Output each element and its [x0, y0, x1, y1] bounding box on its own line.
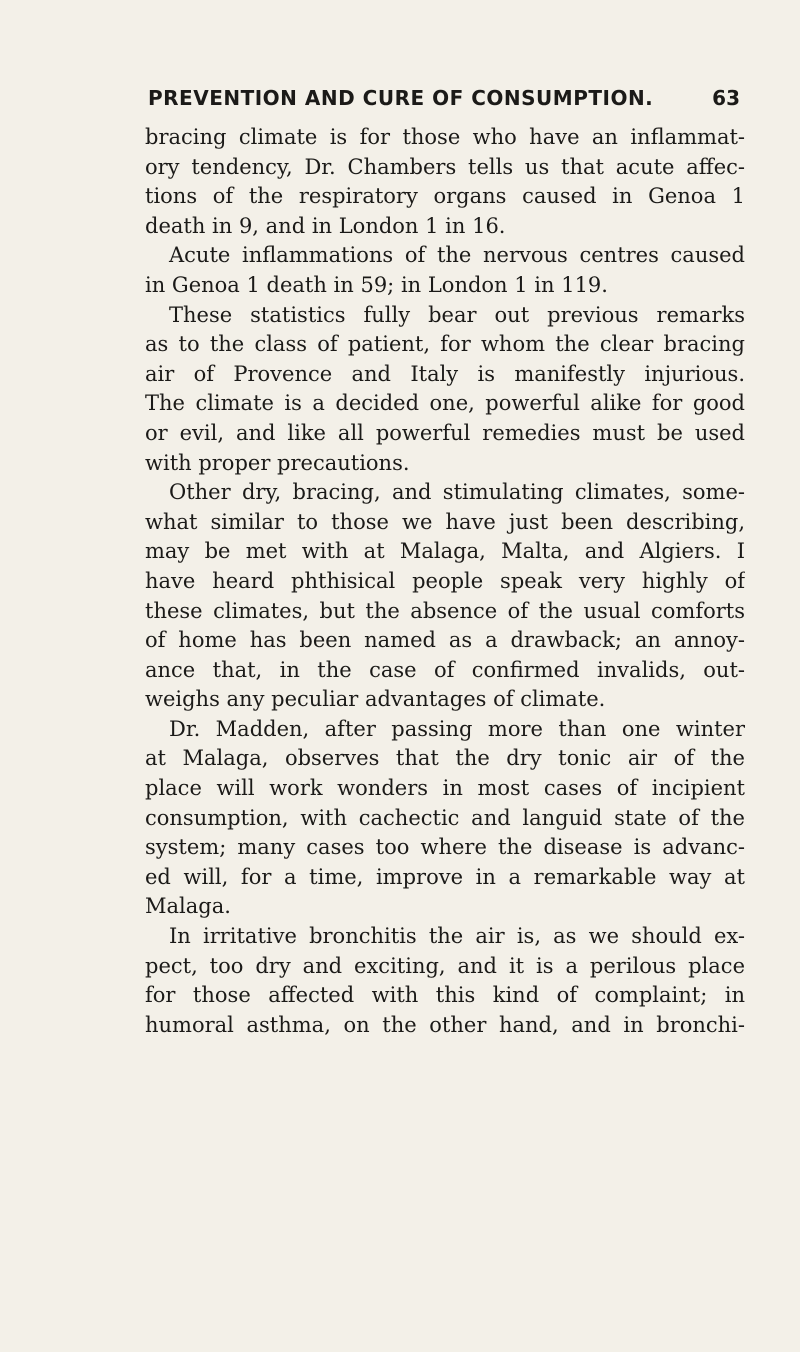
text-line: pect, too dry and exciting, and it is a perilous place — [145, 953, 745, 978]
text-line: system; many cases too where the disease is advanc- — [145, 835, 745, 860]
text-line: as to the class of patient, for whom the clear bracing — [145, 332, 745, 357]
text-line: ance that, in the case of confirmed invalids, out- — [145, 657, 745, 682]
text-line: or evil, and like all powerful remedies must be used — [145, 420, 745, 445]
text-line: may be met with at Malaga, Malta, and Algiers. I — [145, 539, 745, 564]
text-line: tions of the respiratory organs caused in Genoa 1 — [145, 184, 745, 209]
text-line: ory tendency, Dr. Chambers tells us that acute affec- — [145, 154, 745, 179]
text-line: have heard phthisical people speak very highly of — [145, 568, 745, 593]
text-line: of home has been named as a drawback; an annoy- — [145, 628, 745, 653]
text-line: place will work wonders in most cases of incipient — [145, 776, 745, 801]
text-line: air of Provence and Italy is manifestly injurious. — [145, 361, 745, 386]
text-line: ed will, for a time, improve in a remarkable way at — [145, 864, 745, 889]
text-line: consumption, with cachectic and languid state of the — [145, 805, 745, 830]
body-text — [145, 123, 745, 1040]
text-line: Other dry, bracing, and stimulating climates, some- — [169, 480, 745, 505]
text-line: humoral asthma, on the other hand, and in bronchi- — [145, 1012, 745, 1037]
text-line: In irritative bronchitis the air is, as we should ex- — [169, 924, 745, 949]
text-line: in Genoa 1 death in 59; in London 1 in 119. — [145, 272, 608, 297]
text-line: weighs any peculiar advantages of climate. — [145, 687, 606, 712]
text-line: these climates, but the absence of the usual comforts — [145, 598, 745, 623]
text-line: Acute inflammations of the nervous centres caused — [169, 243, 745, 268]
text-line: what similar to those we have just been describing, — [145, 509, 745, 534]
text-line: death in 9, and in London 1 in 16. — [145, 213, 506, 238]
text-line: for those affected with this kind of complaint; in — [145, 983, 745, 1008]
text-line: The climate is a decided one, powerful alike for good — [145, 391, 745, 416]
page-number: 63 — [712, 86, 740, 110]
running-head — [140, 86, 740, 116]
running-title: PREVENTION AND CURE OF CONSUMPTION. — [148, 86, 654, 110]
text-line: Dr. Madden, after passing more than one winter — [169, 716, 745, 741]
text-line: at Malaga, observes that the dry tonic air of the — [145, 746, 745, 771]
text-line: Malaga. — [145, 894, 231, 919]
text-line: These statistics fully bear out previous remarks — [169, 302, 745, 327]
text-line: bracing climate is for those who have an inflammat- — [145, 125, 745, 149]
text-line: with proper precautions. — [145, 450, 410, 475]
